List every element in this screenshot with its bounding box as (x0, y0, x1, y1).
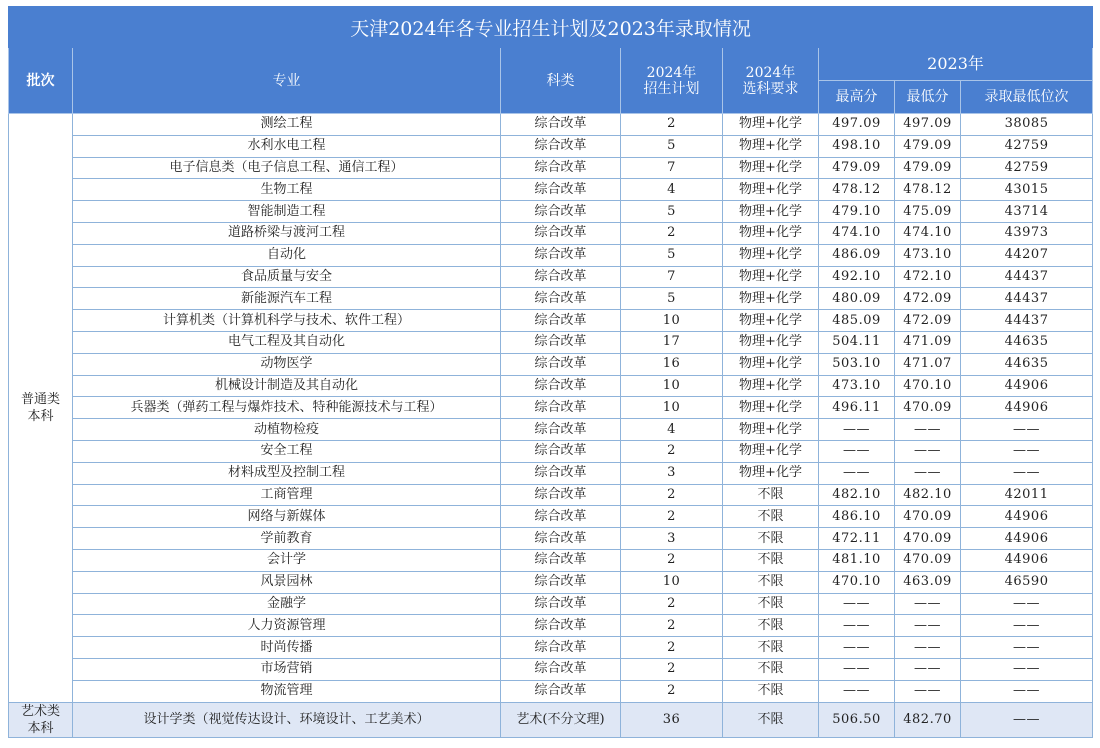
cell-min-score: 470.10 (895, 375, 961, 397)
header-plan-2024 (621, 48, 723, 114)
batch-art-line1: 艺术类 (20, 703, 60, 719)
cell-subject: 不限 (723, 658, 819, 680)
cell-min-rank: —— (961, 593, 1093, 615)
cell-subject: 物理+化学 (723, 419, 819, 441)
cell-plan: 10 (621, 375, 723, 397)
table-row (9, 288, 1093, 310)
cell-plan: 36 (621, 702, 723, 737)
cell-min-rank: 44437 (961, 310, 1093, 332)
table-row (9, 528, 1093, 550)
cell-subject: 物理+化学 (723, 266, 819, 288)
cell-min-score: —— (895, 637, 961, 659)
cell-plan: 5 (621, 201, 723, 223)
table-row (9, 157, 1093, 179)
header-plan-line2: 招生计划 (643, 80, 700, 97)
cell-min-score: —— (895, 658, 961, 680)
table-row (9, 310, 1093, 332)
cell-plan: 2 (621, 615, 723, 637)
cell-max-score: 492.10 (819, 266, 895, 288)
cell-category: 综合改革 (501, 462, 621, 484)
cell-min-rank: —— (961, 462, 1093, 484)
cell-plan: 3 (621, 462, 723, 484)
header-plan-line1: 2024年 (646, 64, 697, 81)
cell-min-rank: 44906 (961, 506, 1093, 528)
admission-table (8, 6, 1093, 738)
cell-major: 电气工程及其自动化 (73, 331, 501, 353)
cell-category: 综合改革 (501, 353, 621, 375)
cell-major: 道路桥梁与渡河工程 (73, 222, 501, 244)
cell-plan: 2 (621, 484, 723, 506)
cell-min-score: 470.09 (895, 506, 961, 528)
cell-max-score: 479.10 (819, 201, 895, 223)
cell-min-rank: 46590 (961, 571, 1093, 593)
table-row (9, 462, 1093, 484)
cell-plan: 2 (621, 506, 723, 528)
cell-plan: 2 (621, 637, 723, 659)
cell-subject: 不限 (723, 615, 819, 637)
cell-subject: 物理+化学 (723, 397, 819, 419)
cell-major: 测绘工程 (73, 114, 501, 136)
cell-plan: 2 (621, 680, 723, 702)
cell-category: 综合改革 (501, 593, 621, 615)
table-row (9, 114, 1093, 136)
header-year-2023: 2023年 (819, 48, 1093, 81)
cell-plan: 7 (621, 266, 723, 288)
cell-max-score: 472.11 (819, 528, 895, 550)
cell-category: 综合改革 (501, 135, 621, 157)
cell-subject: 不限 (723, 702, 819, 737)
cell-min-score: 472.09 (895, 288, 961, 310)
batch-general (9, 114, 73, 703)
header-batch: 批次 (9, 48, 73, 114)
cell-major: 电子信息类（电子信息工程、通信工程） (73, 157, 501, 179)
table-row (9, 331, 1093, 353)
cell-max-score: —— (819, 637, 895, 659)
cell-max-score: 474.10 (819, 222, 895, 244)
table-row (9, 135, 1093, 157)
cell-category: 综合改革 (501, 571, 621, 593)
cell-min-rank: 44207 (961, 244, 1093, 266)
cell-min-score: 472.09 (895, 310, 961, 332)
table-row (9, 179, 1093, 201)
cell-category: 综合改革 (501, 419, 621, 441)
cell-min-score: 479.09 (895, 135, 961, 157)
cell-min-rank: 44635 (961, 353, 1093, 375)
cell-subject: 物理+化学 (723, 179, 819, 201)
cell-min-score: 475.09 (895, 201, 961, 223)
table-row (9, 549, 1093, 571)
table-row (9, 440, 1093, 462)
cell-plan: 4 (621, 419, 723, 441)
cell-plan: 2 (621, 593, 723, 615)
cell-major: 动植物检疫 (73, 419, 501, 441)
cell-min-score: 470.09 (895, 528, 961, 550)
cell-category: 综合改革 (501, 179, 621, 201)
cell-min-rank: 44635 (961, 331, 1093, 353)
cell-major: 市场营销 (73, 658, 501, 680)
cell-category: 综合改革 (501, 680, 621, 702)
cell-category: 综合改革 (501, 310, 621, 332)
cell-major: 金融学 (73, 593, 501, 615)
cell-category: 综合改革 (501, 615, 621, 637)
table-row (9, 397, 1093, 419)
cell-subject: 不限 (723, 571, 819, 593)
cell-min-score: —— (895, 462, 961, 484)
header-category: 科类 (501, 48, 621, 114)
cell-category: 综合改革 (501, 549, 621, 571)
cell-subject: 物理+化学 (723, 244, 819, 266)
cell-min-rank: —— (961, 637, 1093, 659)
cell-subject: 物理+化学 (723, 114, 819, 136)
cell-category: 综合改革 (501, 440, 621, 462)
cell-min-rank: 38085 (961, 114, 1093, 136)
cell-plan: 4 (621, 179, 723, 201)
cell-min-score: 463.09 (895, 571, 961, 593)
table-title: 天津2024年各专业招生计划及2023年录取情况 (9, 7, 1093, 48)
cell-max-score: —— (819, 593, 895, 615)
cell-max-score: 504.11 (819, 331, 895, 353)
cell-category: 综合改革 (501, 288, 621, 310)
cell-major: 时尚传播 (73, 637, 501, 659)
cell-category: 综合改革 (501, 397, 621, 419)
cell-max-score: 481.10 (819, 549, 895, 571)
cell-plan: 2 (621, 222, 723, 244)
cell-plan: 2 (621, 549, 723, 571)
cell-category: 综合改革 (501, 506, 621, 528)
cell-major: 学前教育 (73, 528, 501, 550)
cell-plan: 5 (621, 135, 723, 157)
cell-subject: 不限 (723, 528, 819, 550)
cell-min-rank: —— (961, 615, 1093, 637)
cell-min-score: 472.10 (895, 266, 961, 288)
cell-min-rank: —— (961, 658, 1093, 680)
table-row (9, 637, 1093, 659)
cell-max-score: 503.10 (819, 353, 895, 375)
cell-major: 安全工程 (73, 440, 501, 462)
table-row (9, 658, 1093, 680)
cell-major: 工商管理 (73, 484, 501, 506)
cell-category: 综合改革 (501, 114, 621, 136)
cell-subject: 物理+化学 (723, 157, 819, 179)
table-row (9, 266, 1093, 288)
cell-max-score: 482.10 (819, 484, 895, 506)
cell-subject: 不限 (723, 549, 819, 571)
cell-min-rank: 44906 (961, 528, 1093, 550)
cell-max-score: —— (819, 419, 895, 441)
cell-min-rank: 44906 (961, 375, 1093, 397)
cell-min-score: —— (895, 680, 961, 702)
cell-category: 综合改革 (501, 528, 621, 550)
cell-subject: 不限 (723, 680, 819, 702)
cell-min-score: 482.70 (895, 702, 961, 737)
cell-max-score: —— (819, 615, 895, 637)
cell-major: 新能源汽车工程 (73, 288, 501, 310)
cell-min-score: 478.12 (895, 179, 961, 201)
cell-major: 生物工程 (73, 179, 501, 201)
cell-max-score: —— (819, 680, 895, 702)
cell-subject: 物理+化学 (723, 201, 819, 223)
cell-max-score: 479.09 (819, 157, 895, 179)
cell-subject: 物理+化学 (723, 310, 819, 332)
cell-min-score: 479.09 (895, 157, 961, 179)
cell-min-rank: —— (961, 440, 1093, 462)
cell-category: 综合改革 (501, 266, 621, 288)
cell-plan: 2 (621, 440, 723, 462)
table-row (9, 484, 1093, 506)
cell-category: 艺术(不分文理) (501, 702, 621, 737)
header-min-score: 最低分 (895, 81, 961, 114)
cell-min-score: —— (895, 593, 961, 615)
table-body (9, 114, 1093, 738)
cell-min-score: 482.10 (895, 484, 961, 506)
cell-category: 综合改革 (501, 201, 621, 223)
header-subject-line1: 2024年 (745, 64, 796, 81)
cell-max-score: 473.10 (819, 375, 895, 397)
admission-table-container (8, 6, 1092, 738)
cell-subject: 不限 (723, 506, 819, 528)
cell-min-rank: 42759 (961, 157, 1093, 179)
cell-subject: 物理+化学 (723, 353, 819, 375)
cell-plan: 7 (621, 157, 723, 179)
cell-plan: 17 (621, 331, 723, 353)
cell-major: 人力资源管理 (73, 615, 501, 637)
header-major: 专业 (73, 48, 501, 114)
cell-min-rank: 44437 (961, 266, 1093, 288)
cell-category: 综合改革 (501, 157, 621, 179)
cell-max-score: 478.12 (819, 179, 895, 201)
cell-category: 综合改革 (501, 222, 621, 244)
table-row (9, 506, 1093, 528)
cell-subject: 不限 (723, 484, 819, 506)
cell-min-score: —— (895, 615, 961, 637)
cell-max-score: 496.11 (819, 397, 895, 419)
batch-general-line1: 普通类 (20, 391, 60, 407)
cell-category: 综合改革 (501, 637, 621, 659)
cell-subject: 物理+化学 (723, 135, 819, 157)
cell-min-score: 473.10 (895, 244, 961, 266)
cell-min-rank: —— (961, 419, 1093, 441)
cell-plan: 10 (621, 571, 723, 593)
header-max-score: 最高分 (819, 81, 895, 114)
cell-min-rank: —— (961, 680, 1093, 702)
cell-min-rank: —— (961, 702, 1093, 737)
cell-plan: 16 (621, 353, 723, 375)
table-row (9, 201, 1093, 223)
table-row (9, 680, 1093, 702)
cell-min-score: —— (895, 419, 961, 441)
cell-major: 动物医学 (73, 353, 501, 375)
header-subject-2024 (723, 48, 819, 114)
cell-major: 水利水电工程 (73, 135, 501, 157)
cell-min-rank: 44437 (961, 288, 1093, 310)
cell-subject: 物理+化学 (723, 462, 819, 484)
cell-max-score: 470.10 (819, 571, 895, 593)
cell-min-rank: 43015 (961, 179, 1093, 201)
cell-plan: 10 (621, 397, 723, 419)
cell-max-score: —— (819, 440, 895, 462)
cell-major: 会计学 (73, 549, 501, 571)
cell-plan: 3 (621, 528, 723, 550)
cell-subject: 物理+化学 (723, 440, 819, 462)
batch-general-line2: 本科 (27, 408, 54, 424)
cell-max-score: —— (819, 658, 895, 680)
cell-major: 计算机类（计算机科学与技术、软件工程） (73, 310, 501, 332)
cell-max-score: 486.10 (819, 506, 895, 528)
cell-min-score: 497.09 (895, 114, 961, 136)
cell-category: 综合改革 (501, 244, 621, 266)
cell-major: 网络与新媒体 (73, 506, 501, 528)
cell-plan: 10 (621, 310, 723, 332)
cell-max-score: 506.50 (819, 702, 895, 737)
batch-art-line2: 本科 (27, 720, 54, 736)
cell-major: 兵器类（弹药工程与爆炸技术、特种能源技术与工程） (73, 397, 501, 419)
cell-major: 自动化 (73, 244, 501, 266)
cell-subject: 物理+化学 (723, 288, 819, 310)
cell-major: 设计学类（视觉传达设计、环境设计、工艺美术） (73, 702, 501, 737)
cell-subject: 物理+化学 (723, 331, 819, 353)
cell-min-score: 471.07 (895, 353, 961, 375)
cell-min-rank: 44906 (961, 397, 1093, 419)
cell-min-score: —— (895, 440, 961, 462)
table-row (9, 353, 1093, 375)
cell-min-score: 471.09 (895, 331, 961, 353)
cell-major: 食品质量与安全 (73, 266, 501, 288)
cell-subject: 不限 (723, 637, 819, 659)
cell-min-rank: 42011 (961, 484, 1093, 506)
header-min-rank: 录取最低位次 (961, 81, 1093, 114)
cell-major: 机械设计制造及其自动化 (73, 375, 501, 397)
cell-min-rank: 43973 (961, 222, 1093, 244)
table-row (9, 593, 1093, 615)
cell-subject: 物理+化学 (723, 375, 819, 397)
cell-category: 综合改革 (501, 331, 621, 353)
cell-plan: 5 (621, 244, 723, 266)
cell-major: 材料成型及控制工程 (73, 462, 501, 484)
table-row (9, 615, 1093, 637)
cell-min-rank: 44906 (961, 549, 1093, 571)
cell-plan: 2 (621, 658, 723, 680)
cell-plan: 2 (621, 114, 723, 136)
cell-min-score: 474.10 (895, 222, 961, 244)
cell-min-score: 470.09 (895, 549, 961, 571)
cell-plan: 5 (621, 288, 723, 310)
table-row (9, 375, 1093, 397)
cell-subject: 物理+化学 (723, 222, 819, 244)
cell-major: 风景园林 (73, 571, 501, 593)
table-row (9, 244, 1093, 266)
table-row (9, 222, 1093, 244)
cell-min-score: 470.09 (895, 397, 961, 419)
cell-category: 综合改革 (501, 484, 621, 506)
cell-major: 智能制造工程 (73, 201, 501, 223)
cell-major: 物流管理 (73, 680, 501, 702)
cell-min-rank: 42759 (961, 135, 1093, 157)
table-row (9, 419, 1093, 441)
cell-min-rank: 43714 (961, 201, 1093, 223)
cell-max-score: 497.09 (819, 114, 895, 136)
cell-max-score: —— (819, 462, 895, 484)
table-row-art (9, 702, 1093, 737)
cell-max-score: 480.09 (819, 288, 895, 310)
cell-max-score: 498.10 (819, 135, 895, 157)
cell-category: 综合改革 (501, 658, 621, 680)
cell-max-score: 486.09 (819, 244, 895, 266)
header-subject-line2: 选科要求 (742, 80, 799, 97)
batch-art (9, 702, 73, 737)
table-row (9, 571, 1093, 593)
cell-subject: 不限 (723, 593, 819, 615)
cell-category: 综合改革 (501, 375, 621, 397)
cell-max-score: 485.09 (819, 310, 895, 332)
